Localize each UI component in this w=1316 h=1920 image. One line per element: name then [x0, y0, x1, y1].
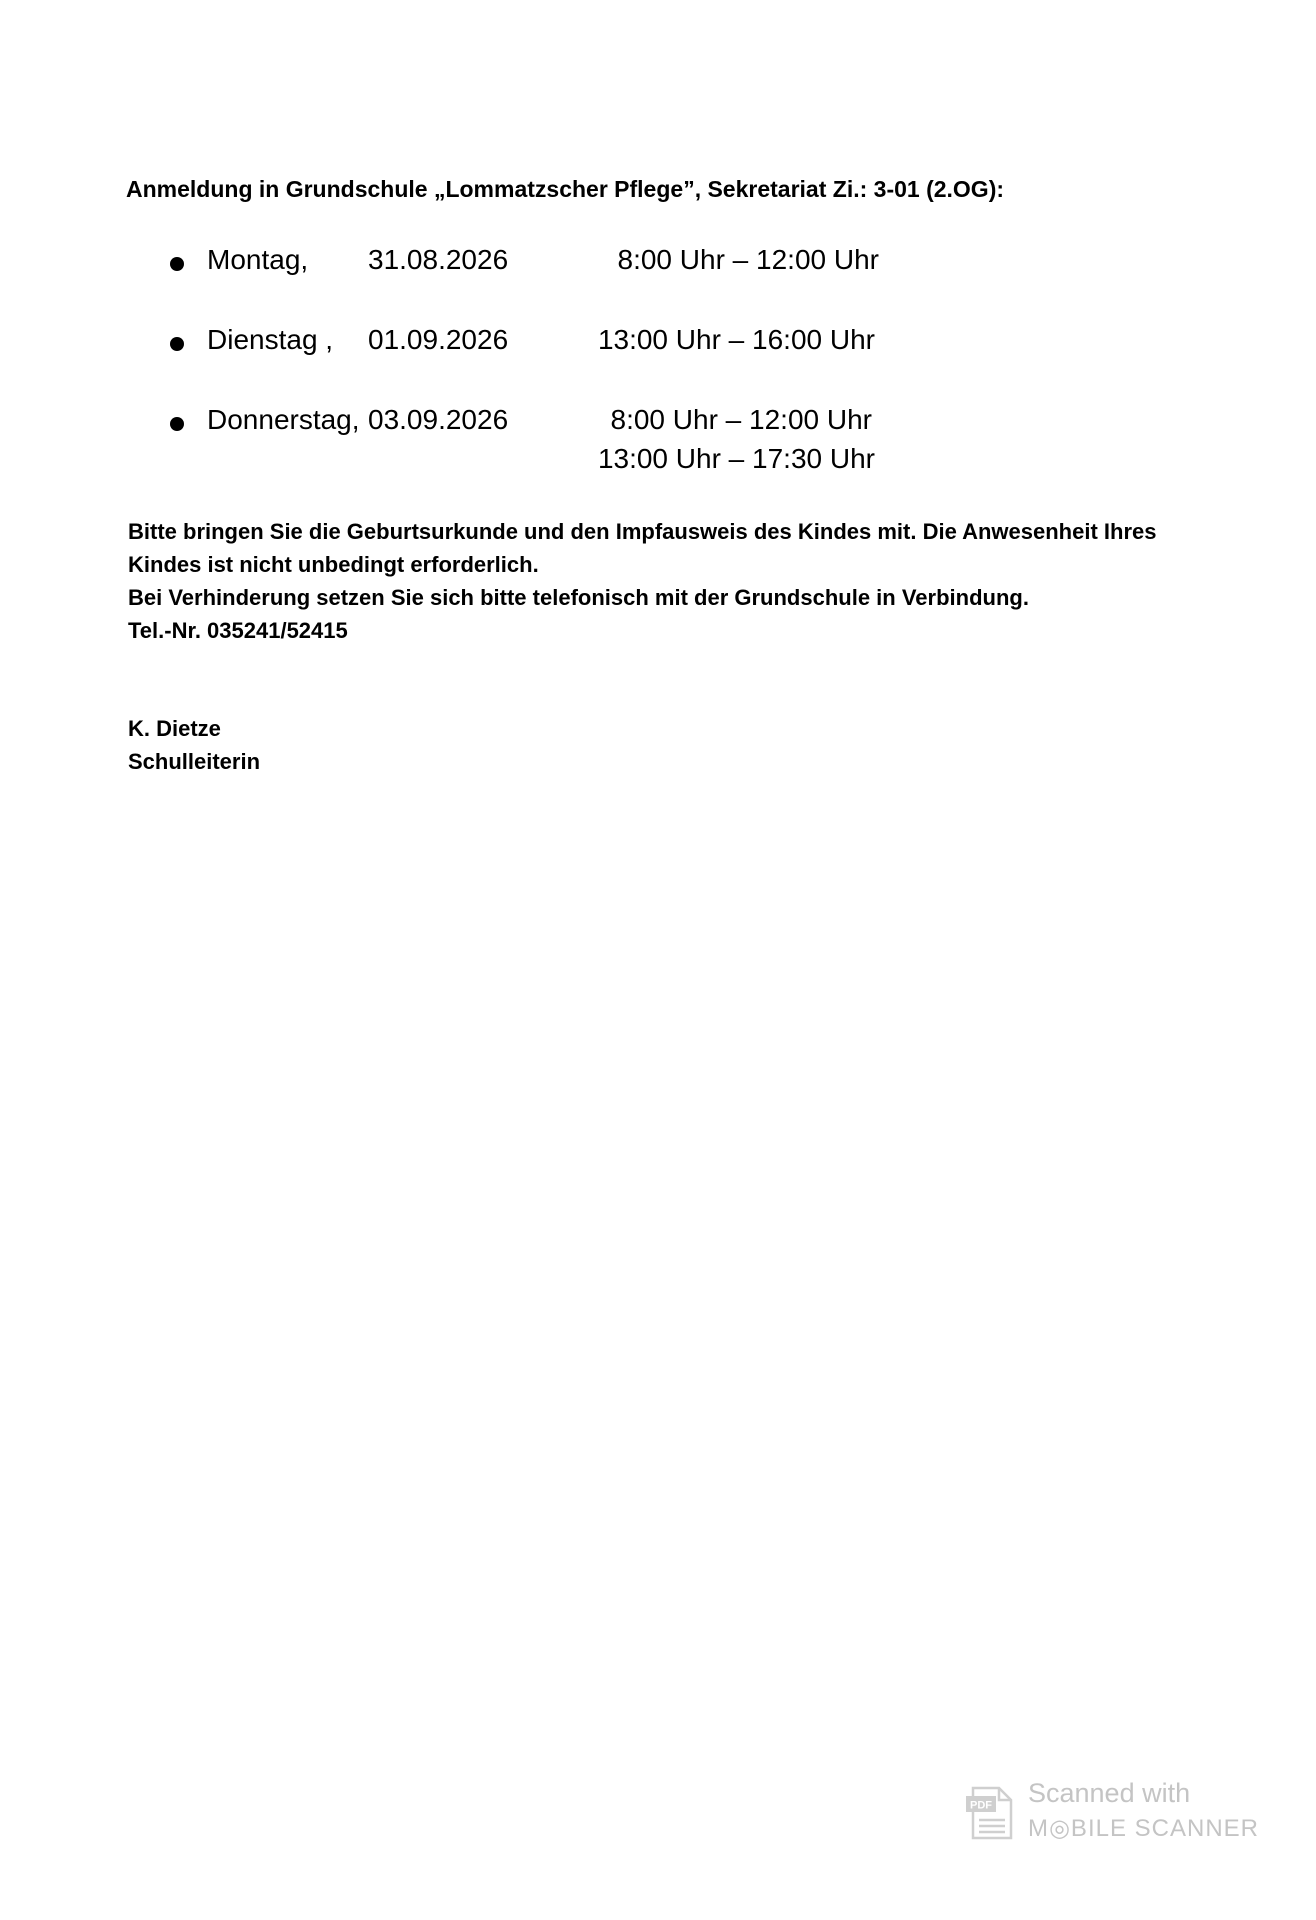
instructions-line: Bei Verhinderung setzen Sie sich bitte telefonisch mit der Grundschule in Verbindung.	[128, 585, 1029, 610]
svg-text:PDF: PDF	[970, 1799, 992, 1812]
instructions-line: Bitte bringen Sie die Geburtsurkunde und den Impfausweis des Kindes mit. Die Anwesenheit Ihres	[128, 519, 1157, 544]
bullet-icon	[170, 337, 184, 351]
schedule-day: Montag,	[207, 244, 309, 275]
bullet-icon	[170, 257, 184, 271]
schedule-day: Dienstag ,	[207, 324, 334, 355]
signatory-role: Schulleiterin	[128, 749, 261, 774]
schedule-time: 8:00 Uhr – 12:00 Uhr	[617, 244, 879, 275]
schedule-date: 31.08.2026	[368, 244, 509, 275]
schedule-date: 03.09.2026	[368, 404, 509, 435]
phone-number: Tel.-Nr. 035241/52415	[128, 618, 348, 643]
schedule-time: 8:00 Uhr – 12:00 Uhr	[610, 404, 872, 435]
signatory-name: K. Dietze	[128, 716, 221, 741]
signature-block	[128, 712, 260, 778]
bullet-icon	[170, 417, 184, 431]
scanner-watermark	[965, 1778, 1259, 1848]
pdf-document-icon	[965, 1784, 1017, 1842]
watermark-brand: M◎BILE SCANNER	[1028, 1815, 1259, 1842]
instructions-line: Kindes ist nicht unbedingt erforderlich.	[128, 552, 539, 577]
schedule-day: Donnerstag,	[207, 404, 360, 435]
watermark-text: Scanned with	[1028, 1778, 1191, 1808]
instructions-paragraph	[128, 515, 1208, 647]
schedule-date: 01.09.2026	[368, 324, 509, 355]
schedule-time: 13:00 Uhr – 16:00 Uhr	[597, 324, 875, 355]
schedule-time: 13:00 Uhr – 17:30 Uhr	[597, 443, 875, 474]
registration-heading: Anmeldung in Grundschule „Lommatzscher Pflege”, Sekretariat Zi.: 3-01 (2.OG):	[126, 176, 1005, 202]
